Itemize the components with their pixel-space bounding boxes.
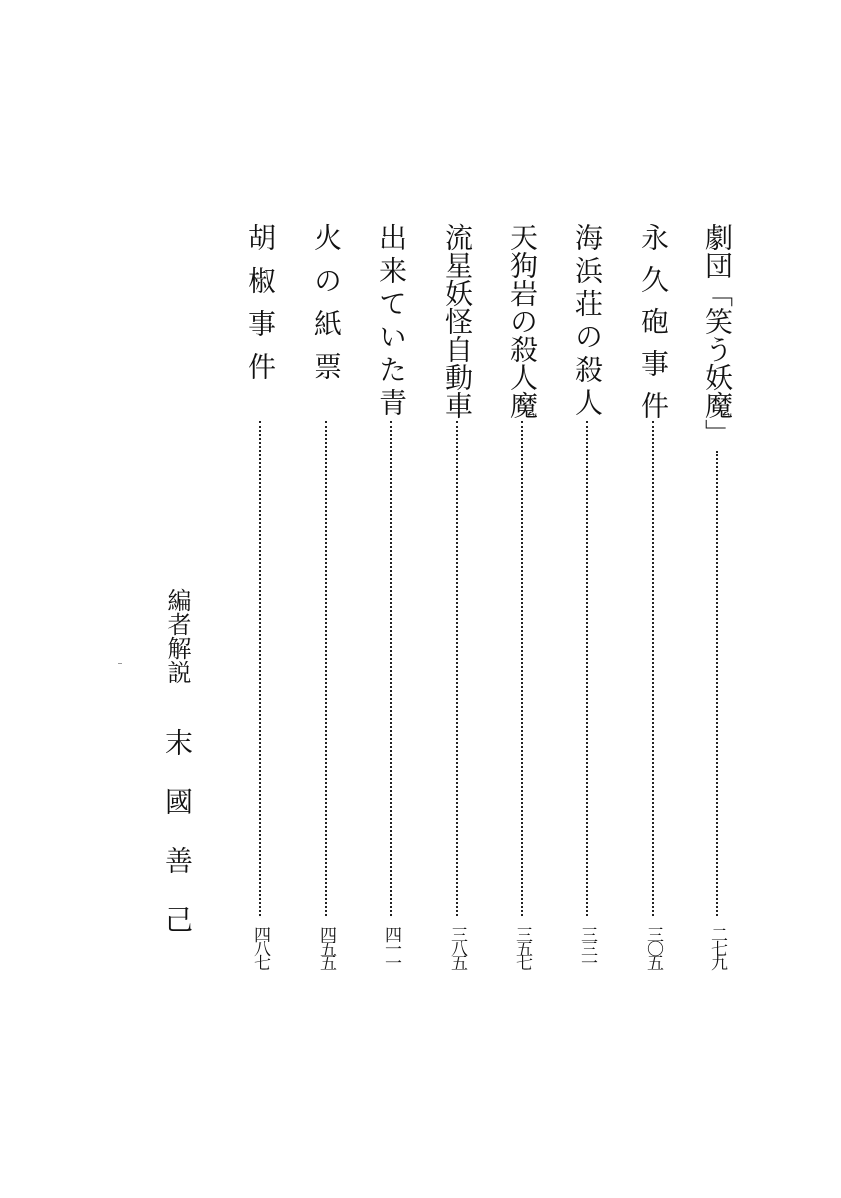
commentary-label: 編者解説 xyxy=(163,588,191,684)
toc-entry-page: 二七九 xyxy=(707,926,727,968)
dot-leader xyxy=(456,421,458,916)
toc-entry-title: 胡椒事件 xyxy=(244,223,277,395)
toc-entry[interactable] xyxy=(502,223,542,968)
toc-entry-page: 三八五 xyxy=(447,926,467,968)
toc-entry-page: 四八七 xyxy=(250,926,270,968)
toc-entry-title: 天狗岩の殺人魔 xyxy=(506,223,539,419)
toc-entry-title: 劇団「笑う妖魔」 xyxy=(701,223,734,447)
toc-entry-title: 永久砲事件 xyxy=(637,223,670,433)
toc-entry[interactable] xyxy=(437,223,477,968)
scan-speck xyxy=(118,663,122,664)
toc-entry[interactable] xyxy=(371,223,411,968)
dot-leader xyxy=(390,421,392,916)
toc-entry-title: 流星妖怪自動車 xyxy=(441,223,474,419)
toc-entry-page: 三三一 xyxy=(577,926,597,968)
toc-entry[interactable] xyxy=(567,223,607,968)
toc-entry-page: 三〇五 xyxy=(643,926,663,968)
toc-entry[interactable] xyxy=(697,223,737,968)
dot-leader xyxy=(259,421,261,916)
toc-entry[interactable] xyxy=(633,223,673,968)
toc-entry[interactable] xyxy=(306,223,346,968)
toc-entry-page: 四一一 xyxy=(381,926,401,968)
dot-leader xyxy=(716,451,718,916)
dot-leader xyxy=(586,421,588,916)
toc-entry-page: 四五五 xyxy=(316,926,336,968)
dot-leader xyxy=(325,421,327,916)
toc-entry-title: 火の紙票 xyxy=(310,223,343,395)
toc-entry[interactable] xyxy=(240,223,280,968)
toc-entry-title: 海浜荘の殺人 xyxy=(571,223,604,421)
toc-entry-title: 出来ていた青 xyxy=(375,223,408,421)
dot-leader xyxy=(521,421,523,916)
dot-leader xyxy=(652,421,654,916)
toc-entry-page: 三五七 xyxy=(512,926,532,968)
commentary-author: 末國善己 xyxy=(161,728,194,964)
